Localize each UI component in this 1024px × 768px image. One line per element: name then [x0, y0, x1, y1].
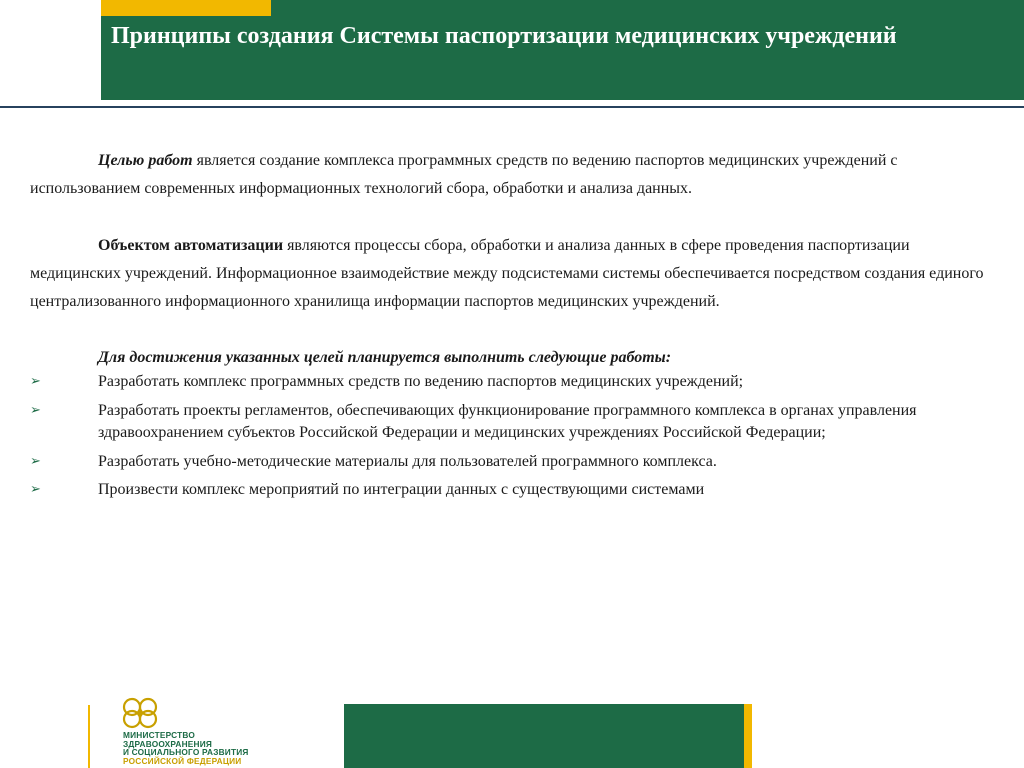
list-item [30, 400, 995, 445]
slide-content [30, 147, 995, 508]
four-rings-logo-icon [118, 697, 162, 729]
task-list [30, 371, 995, 502]
list-item [30, 479, 995, 502]
task-text: Разработать учебно-методические материалы для пользователей программного комплекса. [98, 452, 717, 470]
arrow-bullet-icon: ➢ [30, 482, 41, 497]
arrow-bullet-icon: ➢ [30, 402, 41, 418]
object-paragraph [30, 232, 995, 316]
goal-text: является создание комплекса программных средств по ведению паспортов медицинских учреждений с использованием современных информационных технологий сбора, обработки и анализа данных. [30, 152, 898, 197]
header-divider [0, 106, 1024, 108]
tasks-heading: Для достижения указанных целей планируется выполнить следующие работы: [98, 349, 672, 366]
task-text: Произвести комплекс мероприятий по интеграции данных с существующими системами [98, 481, 705, 498]
arrow-bullet-icon: ➢ [30, 453, 41, 469]
logo-line: РОССИЙСКОЙ ФЕДЕРАЦИИ [123, 755, 242, 766]
goal-paragraph [30, 147, 995, 203]
list-item [30, 371, 995, 394]
footer-accent-bar [744, 704, 752, 768]
logo-text [123, 731, 283, 765]
logo-line: ЗДРАВООХРАНЕНИЯ [123, 738, 213, 749]
task-text: Разработать проекты регламентов, обеспечивающих функционирование программного комплекса в органах управления здравоохранением субъектов Российской Федерации и медицинских учреждениях Российской Федерации; [98, 401, 917, 441]
header-accent-bar [101, 0, 271, 16]
slide-title: Принципы создания Системы паспортизации медицинских учреждений [111, 23, 897, 49]
footer-divider [88, 705, 90, 768]
ministry-logo [113, 697, 278, 768]
object-lead: Объектом автоматизации [98, 237, 284, 254]
logo-line: И СОЦИАЛЬНОГО РАЗВИТИЯ [123, 747, 249, 758]
object-text: являются процессы сбора, обработки и анализа данных в сфере проведения паспортизации медицинских учреждений. Информационное взаимодействие между подсистемами системы обеспечивается посредством создания единого централизованного информационного хранилища информации паспортов медицинских учреждений. [30, 237, 984, 310]
goal-lead: Целью работ [98, 152, 193, 169]
task-text: Разработать комплекс программных средств по ведению паспортов медицинских учреждений; [98, 373, 744, 390]
logo-line: МИНИСТЕРСТВО [123, 730, 196, 740]
arrow-bullet-icon: ➢ [30, 374, 41, 389]
footer-green-bar [344, 704, 744, 768]
list-item [30, 451, 995, 474]
